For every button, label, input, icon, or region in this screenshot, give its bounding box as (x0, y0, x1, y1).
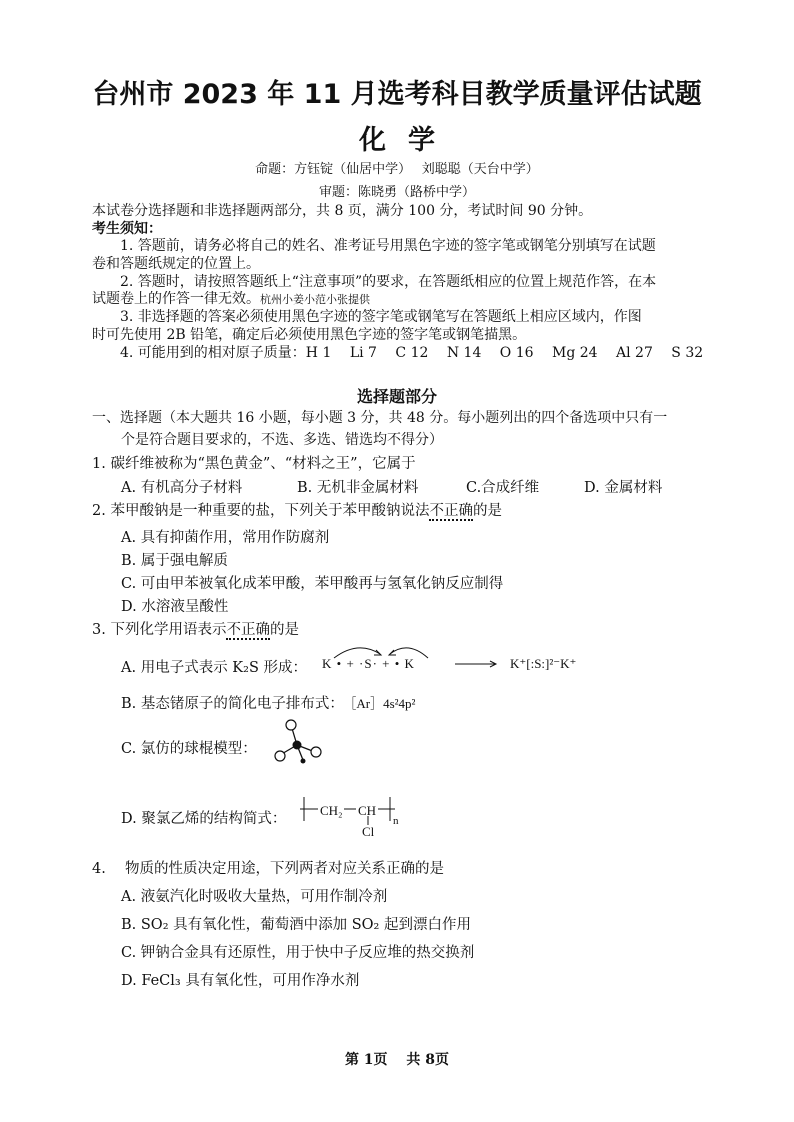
q2-stem: 2. 苯甲酸钠是一种重要的盐，下列关于苯甲酸钠说法不正确的是 (92, 503, 502, 519)
q1-option-b: B. 无机非金属材料 (297, 480, 419, 496)
section-instr-1: 一、选择题（本大题共 16 小题，每小题 3 分，共 48 分。每小题列出的四个备选项中只有一 (92, 410, 668, 426)
q2-option-b: B. 属于强电解质 (121, 553, 228, 569)
q3-a-product: K⁺[:S:]²⁻K⁺ (510, 656, 577, 671)
q1-option-c: C.合成纤维 (466, 480, 540, 496)
provider-note: 杭州小姜小范小张提供 (260, 293, 370, 306)
reviewer: 审题：陈晓勇（路桥中学） (318, 185, 475, 200)
chloroform-ball-stick-model (270, 718, 330, 770)
notice-2b: 试题卷上的作答一律无效。杭州小姜小范小张提供 (92, 291, 370, 307)
exam-title: 台州市 2023 年 11 月选考科目教学质量评估试题 (92, 79, 702, 110)
authors: 命题：方钰锭（仙居中学） 刘聪聪（天台中学） (255, 162, 539, 177)
q4-option-b: B. SO₂ 具有氧化性，葡萄酒中添加 SO₂ 起到漂白作用 (121, 917, 471, 933)
q4-stem: 4. 物质的性质决定用途，下列两者对应关系正确的是 (92, 861, 444, 877)
section-title: 选择题部分 (356, 387, 437, 406)
q3-option-c: C. 氯仿的球棍模型： (121, 741, 257, 757)
q4-option-d: D. FeCl₃ 具有氧化性，可用作净水剂 (121, 973, 360, 989)
pvc-cl: Cl (362, 824, 375, 839)
page-footer: 第 1页 共 8页 (344, 1052, 450, 1068)
notice-title: 考生须知： (92, 221, 162, 237)
q2-emphasis: 不正确 (429, 503, 473, 519)
q3-option-a: A. 用电子式表示 K₂S 形成： (121, 660, 307, 676)
q2-option-d: D. 水溶液呈酸性 (121, 599, 229, 615)
q1-option-d: D. 金属材料 (584, 480, 663, 496)
notice-1b: 卷和答题纸规定的位置上。 (92, 256, 260, 272)
notice-1a: 1. 答题前，请务必将自己的姓名、准考证号用黑色字迹的签字笔或钢笔分别填写在试题 (120, 238, 656, 254)
notice-2a: 2. 答题时，请按照答题纸上“注意事项”的要求，在答题纸相应的位置上规范作答，在本 (120, 274, 657, 290)
pvc-ch: CH (358, 803, 377, 818)
q3-option-b: B. 基态锗原子的简化电子排布式： ［Ar］4s²4p² (121, 696, 416, 712)
q2-option-a: A. 具有抑菌作用，常用作防腐剂 (121, 530, 330, 546)
notice-4: 4. 可能用到的相对原子质量：H 1 Li 7 C 12 N 14 O 16 Mg 24 Al 27 S 32 (120, 345, 704, 361)
q3-stem: 3. 下列化学用语表示不正确的是 (92, 622, 299, 638)
notice-3a: 3. 非选择题的答案必须使用黑色字迹的签字笔或钢笔写在答题纸上相应区域内，作图 (120, 309, 642, 325)
pvc-n: n (393, 815, 399, 827)
q1-option-a: A. 有机高分子材料 (121, 480, 243, 496)
subject-title: 化学 (359, 125, 457, 156)
q3-b-formula: ［Ar］4s²4p² (349, 696, 416, 711)
q1-stem: 1. 碳纤维被称为“黑色黄金”、“材料之王”，它属于 (92, 456, 416, 472)
q4-option-a: A. 液氨汽化时吸收大量热，可用作制冷剂 (121, 889, 388, 905)
section-instr-2: 个是符合题目要求的，不选、多选、错选均不得分） (121, 432, 443, 448)
q4-option-c: C. 钾钠合金具有还原性，用于快中子反应堆的热交换剂 (121, 945, 475, 961)
pvc-ch2: CH₂ (320, 803, 343, 818)
intro-line: 本试卷分选择题和非选择题两部分，共 8 页，满分 100 分，考试时间 90 分钟。 (92, 203, 593, 219)
notice-3b: 时可先使用 2B 铅笔，确定后必须使用黑色字迹的签字笔或钢笔描黑。 (92, 327, 527, 343)
q3-option-d: D. 聚氯乙烯的结构简式： (121, 811, 287, 827)
q2-option-c: C. 可由甲苯被氧化成苯甲酸，苯甲酸再与氢氧化钠反应制得 (121, 576, 504, 592)
q3-emphasis: 不正确 (226, 622, 270, 638)
q3-a-reactants: K • + ·S· + • K (322, 656, 415, 671)
